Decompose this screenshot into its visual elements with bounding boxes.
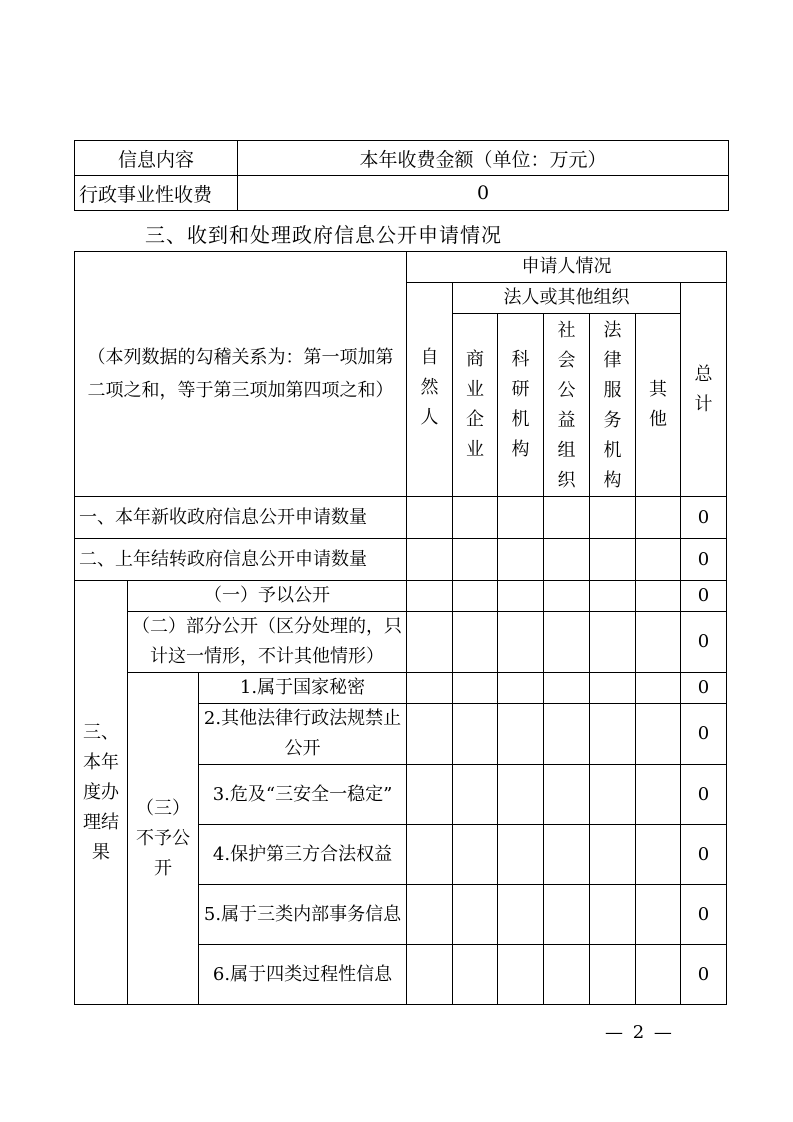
- row1-total: 0: [681, 497, 727, 539]
- apply-table: [74, 251, 727, 1005]
- deny-item-1: 1.属于国家秘密: [199, 673, 407, 704]
- deny-label: （三）不予公开: [128, 673, 199, 1005]
- col-research: 科研机构: [498, 314, 544, 497]
- col-social: 社会公益组织: [544, 314, 590, 497]
- col-other: 其他: [636, 314, 681, 497]
- row1-label: 一、本年新收政府信息公开申请数量: [75, 497, 407, 539]
- row2-total: 0: [681, 539, 727, 581]
- deny-item-4-total: 0: [681, 825, 727, 885]
- col-total: 总计: [681, 283, 727, 497]
- fee-row-label: 行政事业性收费: [75, 176, 238, 211]
- deny-item-1-total: 0: [681, 673, 727, 704]
- open-total: 0: [681, 581, 727, 612]
- col-legal-service: 法律服务机构: [590, 314, 636, 497]
- fee-table: [74, 140, 729, 211]
- section3-label: 三、本年度办理结果: [75, 581, 128, 1005]
- fee-header-amount: 本年收费金额（单位：万元）: [238, 141, 729, 176]
- partial-label: （二）部分公开（区分处理的，只计这一情形，不计其他情形）: [128, 612, 407, 673]
- applicant-header: 申请人情况: [407, 252, 727, 283]
- deny-item-6-total: 0: [681, 945, 727, 1005]
- deny-item-3-total: 0: [681, 765, 727, 825]
- deny-item-3: 3.危及“三安全一稳定”: [199, 765, 407, 825]
- partial-total: 0: [681, 612, 727, 673]
- page-number: — 2 —: [605, 1022, 674, 1043]
- top-left-note: （本列数据的勾稽关系为：第一项加第二项之和，等于第三项加第四项之和）: [75, 252, 407, 497]
- deny-item-5: 5.属于三类内部事务信息: [199, 885, 407, 945]
- open-label: （一）予以公开: [128, 581, 407, 612]
- fee-row-value: 0: [238, 176, 729, 211]
- col-natural-person: 自然人: [407, 283, 453, 497]
- deny-item-5-total: 0: [681, 885, 727, 945]
- deny-item-2: 2.其他法律行政法规禁止公开: [199, 704, 407, 765]
- deny-item-2-total: 0: [681, 704, 727, 765]
- deny-item-4: 4.保护第三方合法权益: [199, 825, 407, 885]
- legal-group-header: 法人或其他组织: [453, 283, 681, 314]
- row2-label: 二、上年结转政府信息公开申请数量: [75, 539, 407, 581]
- col-business: 商业企业: [453, 314, 498, 497]
- fee-header-content: 信息内容: [75, 141, 238, 176]
- section-title: 三、收到和处理政府信息公开申请情况: [145, 223, 502, 247]
- deny-item-6: 6.属于四类过程性信息: [199, 945, 407, 1005]
